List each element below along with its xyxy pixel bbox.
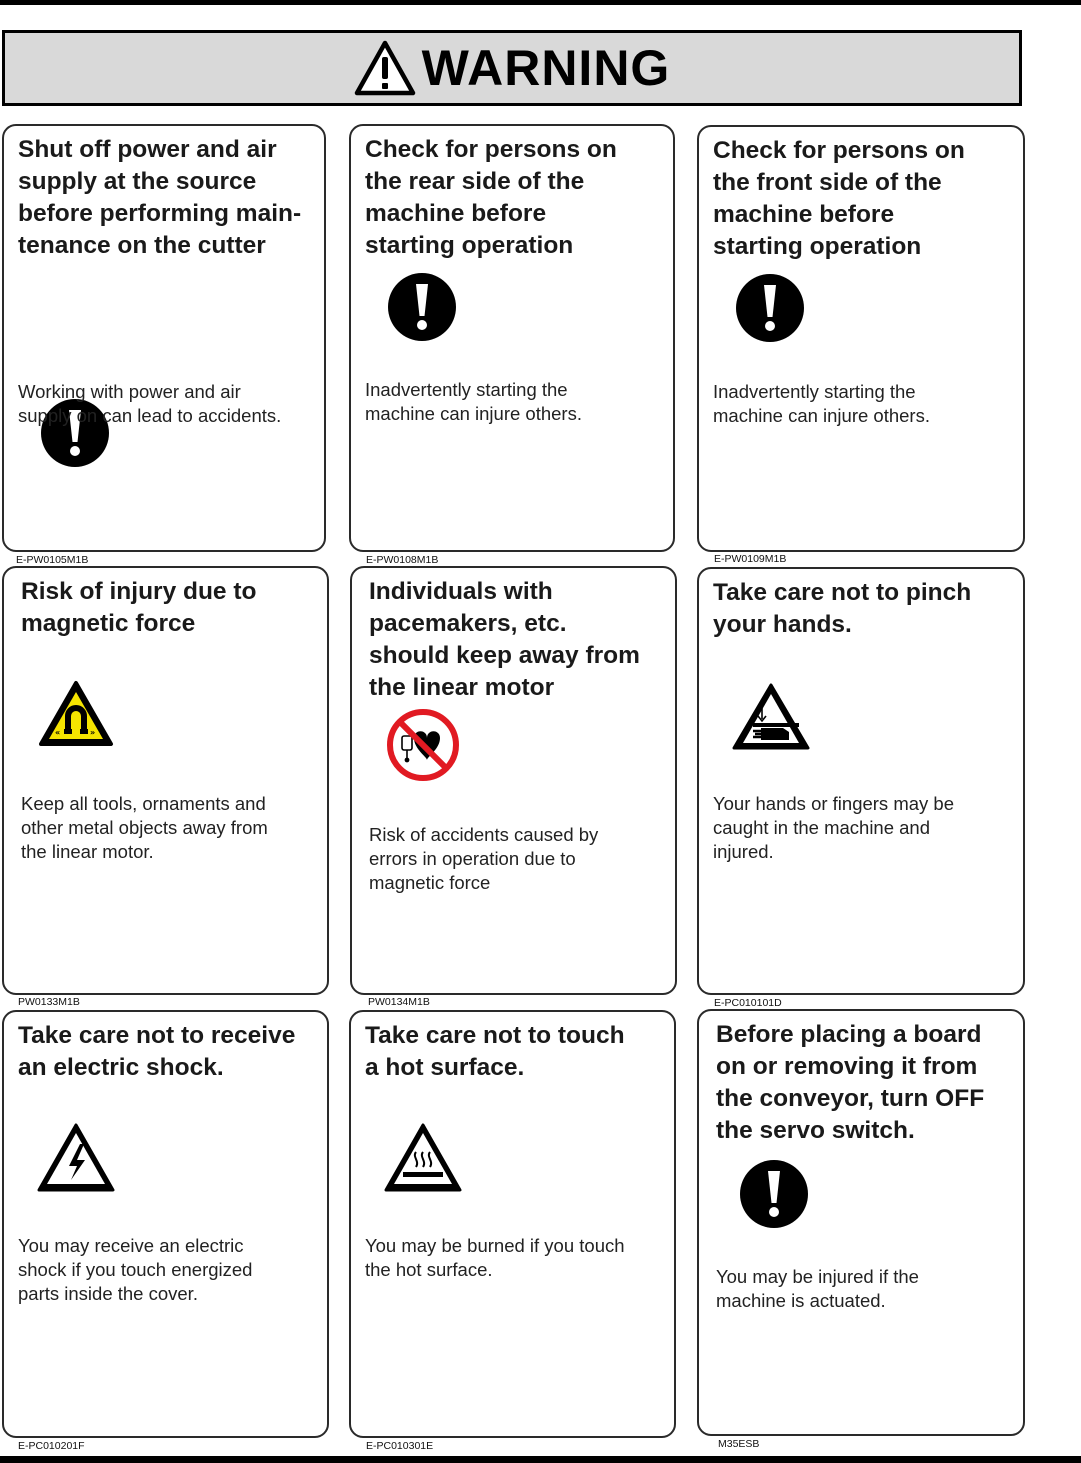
warning-panel-pacemaker [350, 566, 677, 995]
panel-title: Check for persons on the front side of the machine before starting operation [713, 137, 965, 260]
panel-title: Risk of injury due to magnetic force [21, 578, 257, 637]
panel-code: PW0133M1B [18, 996, 80, 1008]
panel-description: Working with power and air supply on can lead to accidents. [18, 381, 282, 426]
panel-code: M35ESB [718, 1438, 760, 1450]
no-pacemaker-icon [386, 708, 460, 782]
panel-title: Check for persons on the rear side of the machine before starting operation [365, 136, 617, 259]
warning-panel-servo-switch [697, 1009, 1025, 1436]
panel-code: E-PC010101D [714, 997, 782, 1009]
panel-title: Before placing a board on or removing it from the conveyor, turn OFF the servo switch. [716, 1021, 985, 1144]
mandatory-action-icon [739, 1159, 809, 1229]
panel-code: E-PW0109M1B [714, 553, 787, 565]
warning-banner [2, 30, 1022, 106]
svg-text:»: » [90, 728, 96, 737]
panel-title: Take care not to touch a hot surface. [365, 1022, 625, 1081]
panel-description: You may receive an electric shock if you touch energized parts inside the cover. [18, 1235, 253, 1304]
panel-description: You may be burned if you touch the hot surface. [365, 1235, 625, 1280]
panel-code: PW0134M1B [368, 996, 430, 1008]
panel-description: Keep all tools, ornaments and other metal objects away from the linear motor. [21, 793, 268, 862]
mandatory-action-icon [387, 272, 457, 342]
panel-description: Inadvertently starting the machine can injure others. [713, 381, 930, 426]
panel-title: Shut off power and air supply at the source before performing main- tenance on the cutter [18, 136, 302, 259]
panel-title: Individuals with pacemakers, etc. should keep away from the linear motor [369, 578, 640, 701]
banner-title: WARNING [421, 40, 671, 96]
warning-panel-rear-persons [349, 124, 675, 552]
warning-triangle-icon [354, 40, 416, 96]
top-rule [0, 0, 1081, 5]
warning-panel-front-persons [697, 125, 1025, 552]
panel-title: Take care not to pinch your hands. [713, 579, 972, 638]
svg-text:«: « [55, 728, 61, 737]
hand-crush-warning-icon [731, 682, 811, 752]
warning-panel-magnetic-force [2, 566, 329, 995]
panel-code: E-PC010301E [366, 1440, 434, 1452]
panel-code: E-PW0108M1B [366, 554, 439, 566]
panel-title: Take care not to receive an electric shock. [18, 1022, 296, 1081]
panel-description: Inadvertently starting the machine can injure others. [365, 379, 582, 424]
hot-surface-warning-icon [383, 1122, 463, 1194]
electric-shock-warning-icon [36, 1122, 116, 1194]
panel-code: E-PC010201F [18, 1440, 85, 1452]
warning-panel-electric-shock [2, 1010, 329, 1438]
panel-description: Your hands or fingers may be caught in the machine and injured. [713, 793, 954, 862]
panel-description: You may be injured if the machine is actuated. [716, 1266, 919, 1311]
warning-panel-hot-surface [349, 1010, 676, 1438]
bottom-rule [0, 1456, 1081, 1463]
mandatory-action-icon [735, 273, 805, 343]
panel-description: Risk of accidents caused by errors in operation due to magnetic force [369, 824, 599, 893]
panel-code: E-PW0105M1B [16, 554, 89, 566]
warning-panel-power-air [2, 124, 326, 552]
magnetic-field-warning-icon [38, 680, 114, 748]
warning-panel-pinch-hands [697, 567, 1025, 995]
